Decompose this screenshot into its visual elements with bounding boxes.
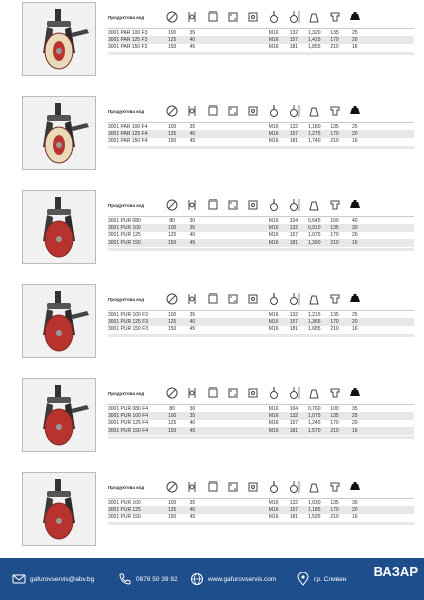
spec-cell: 40: [189, 37, 196, 44]
table-row: [108, 405, 414, 412]
spec-cell: 135: [330, 311, 339, 318]
footer-location: [296, 572, 346, 586]
spec-cell: 132: [289, 499, 299, 506]
table-row: [108, 427, 414, 434]
width-icon: [182, 291, 202, 307]
spec-cell: 40: [189, 420, 196, 427]
product-code-cell: 3001 PAR 100 F4: [108, 123, 148, 130]
spec-cell: 135: [330, 413, 339, 420]
diameter-icon: [162, 385, 182, 401]
product-photo: [22, 96, 96, 170]
width-icon: [182, 385, 202, 401]
spec-cell: 125: [167, 232, 177, 239]
spec-cell: 125: [167, 131, 177, 138]
spec-table-header: [108, 6, 414, 29]
spec-cell: 80: [169, 405, 175, 412]
spec-cell: 25: [352, 123, 358, 130]
spec-cell: 104: [289, 217, 299, 224]
spec-cell: 20: [352, 319, 358, 326]
spec-cell: M16: [268, 44, 279, 51]
spec-cell: 1,245: [307, 420, 321, 427]
spec-cell: M16: [268, 239, 279, 246]
load-capacity-icon: [345, 9, 365, 25]
weight-icon: [304, 103, 324, 119]
spec-cell: 135: [330, 225, 339, 232]
spec-cell: 157: [289, 37, 299, 44]
spec-cell: 20: [352, 232, 358, 239]
table-row: [108, 123, 414, 130]
spec-cell: 132: [289, 29, 299, 36]
spec-cell: 181: [289, 44, 299, 51]
spec-cell: M16: [268, 217, 279, 224]
spec-cell: 1,215: [307, 311, 321, 318]
spec-table-body: [108, 217, 414, 247]
product-code-cell: 3001 PUR 080: [108, 217, 141, 224]
offset-icon: [324, 385, 344, 401]
diameter-icon: [162, 197, 182, 213]
spec-cell: 181: [289, 138, 299, 145]
hole-diameter-icon: [243, 103, 263, 119]
spec-cell: M16: [268, 405, 279, 412]
spec-cell: 210: [330, 514, 339, 521]
table-row: [108, 318, 414, 325]
load-capacity-icon: [345, 479, 365, 495]
spec-cell: 1,570: [307, 427, 321, 434]
spec-cell: 16: [352, 427, 358, 434]
spec-cell: 40: [352, 217, 358, 224]
thread-icon: [263, 103, 283, 119]
footer-bar: [0, 558, 424, 600]
spec-cell: 1,185: [307, 507, 321, 514]
product-code-label: Продуктова код: [108, 390, 145, 396]
load-capacity-icon: [345, 291, 365, 307]
spec-cell: M16: [268, 413, 279, 420]
plate-size-icon: [203, 479, 223, 495]
table-row: [108, 412, 414, 419]
spec-cell: 35: [189, 29, 196, 36]
spec-cell: M16: [268, 420, 279, 427]
plate-size-icon: [203, 197, 223, 213]
spec-cell: 1,390: [307, 239, 321, 246]
table-row: [108, 29, 414, 36]
spec-cell: 210: [330, 239, 339, 246]
spec-cell: 150: [167, 44, 177, 51]
thread-icon: [263, 9, 283, 25]
spec-cell: 35: [189, 413, 196, 420]
spec-cell: 30: [189, 217, 196, 224]
table-row: [108, 224, 414, 231]
spec-cell: 132: [289, 123, 299, 130]
product-code-cell: 3001 PUR 150 F3: [108, 326, 149, 333]
caster-wheel-image: [23, 379, 95, 451]
spec-cell: 150: [167, 239, 177, 246]
spec-cell: M16: [268, 427, 279, 434]
spec-table: [108, 382, 414, 439]
spec-cell: 25: [352, 29, 358, 36]
footer-phone-text: 0878 50 39 82: [136, 575, 178, 583]
spec-cell: 35: [189, 499, 196, 506]
caster-wheel-image: [23, 3, 95, 75]
load-capacity-icon: [345, 103, 365, 119]
product-code-cell: 3001 PUR 150: [108, 514, 141, 521]
product-code-cell: 3001 PUR 080 F4: [108, 405, 149, 412]
spec-cell: M16: [268, 507, 279, 514]
spec-cell: 181: [289, 427, 299, 434]
hole-spacing-icon: [223, 385, 243, 401]
product-code-cell: 3001 PUR 125: [108, 232, 141, 239]
hole-spacing-icon: [223, 197, 243, 213]
table-spacer: [108, 146, 414, 149]
hole-spacing-icon: [223, 479, 243, 495]
spec-cell: 100: [167, 413, 177, 420]
spec-cell: 135: [330, 123, 339, 130]
spec-cell: 100: [330, 217, 339, 224]
spec-cell: M16: [268, 499, 279, 506]
hole-diameter-icon: [243, 385, 263, 401]
spec-cell: 0,645: [307, 217, 321, 224]
spec-cell: 45: [189, 514, 196, 521]
spec-cell: 157: [289, 507, 299, 514]
spec-cell: M16: [268, 123, 279, 130]
table-row: [108, 130, 414, 137]
spec-cell: 125: [167, 507, 177, 514]
spec-cell: 100: [330, 405, 339, 412]
spec-cell: 1,415: [307, 37, 321, 44]
spec-cell: 25: [352, 413, 358, 420]
caster-wheel-image: [23, 97, 95, 169]
spec-cell: 35: [352, 405, 358, 412]
product-code-cell: 3001 PAR 100 F3: [108, 29, 148, 36]
phone-icon: [118, 572, 132, 586]
spec-cell: M16: [268, 37, 279, 44]
product-code-label: Продуктова код: [108, 108, 145, 114]
product-code-label: Продуктова код: [108, 202, 145, 208]
spec-cell: 40: [189, 131, 196, 138]
spec-cell: 150: [167, 326, 177, 333]
spec-cell: 100: [167, 499, 177, 506]
spec-table-body: [108, 123, 414, 145]
spec-cell: 25: [352, 311, 358, 318]
spec-cell: 157: [289, 131, 299, 138]
hole-diameter-icon: [243, 291, 263, 307]
spec-cell: 0,760: [307, 405, 321, 412]
spec-cell: 35: [189, 225, 196, 232]
product-photo: [22, 2, 96, 76]
product-code-cell: 3001 PUR 100: [108, 225, 141, 232]
height-icon: [284, 9, 304, 25]
thread-icon: [263, 291, 283, 307]
spec-cell: 100: [167, 225, 177, 232]
location-pin-icon: [296, 572, 310, 586]
hole-spacing-icon: [223, 9, 243, 25]
hole-diameter-icon: [243, 9, 263, 25]
spec-table-header: [108, 288, 414, 311]
spec-cell: 100: [167, 29, 177, 36]
product-code-cell: 3001 PUR 100: [108, 499, 141, 506]
spec-cell: 210: [330, 326, 339, 333]
table-row: [108, 420, 414, 427]
spec-cell: 170: [330, 420, 339, 427]
spec-cell: 1,075: [307, 232, 321, 239]
weight-icon: [304, 479, 324, 495]
table-row: [108, 239, 414, 246]
width-icon: [182, 9, 202, 25]
spec-cell: 1,740: [307, 138, 321, 145]
diameter-icon: [162, 103, 182, 119]
product-photo: [22, 472, 96, 546]
spec-cell: 125: [167, 420, 177, 427]
spec-cell: 181: [289, 514, 299, 521]
table-row: [108, 499, 414, 506]
spec-cell: 45: [189, 239, 196, 246]
spec-cell: M16: [268, 138, 279, 145]
weight-icon: [304, 385, 324, 401]
table-spacer: [108, 52, 414, 55]
spec-table: [108, 100, 414, 149]
hole-spacing-icon: [223, 291, 243, 307]
offset-icon: [324, 291, 344, 307]
footer-website-text: www.gafurovservis.com: [208, 575, 277, 583]
table-spacer: [108, 248, 414, 251]
spec-cell: 125: [167, 37, 177, 44]
spec-table-body: [108, 311, 414, 333]
table-row: [108, 232, 414, 239]
thread-icon: [263, 479, 283, 495]
plate-size-icon: [203, 291, 223, 307]
width-icon: [182, 197, 202, 213]
spec-table: [108, 288, 414, 337]
table-spacer: [108, 436, 414, 439]
spec-cell: 170: [330, 131, 339, 138]
footer-website[interactable]: [190, 572, 276, 586]
spec-table-header: [108, 194, 414, 217]
table-row: [108, 326, 414, 333]
spec-cell: 1,595: [307, 514, 321, 521]
product-code-cell: 3001 PAR 150 F4: [108, 138, 148, 145]
offset-icon: [324, 479, 344, 495]
product-code-label: Продуктова код: [108, 296, 145, 302]
spec-cell: M16: [268, 514, 279, 521]
table-spacer: [108, 334, 414, 337]
spec-cell: 45: [189, 138, 196, 145]
load-capacity-icon: [345, 197, 365, 213]
spec-cell: 40: [189, 232, 196, 239]
height-icon: [284, 479, 304, 495]
spec-table: [108, 194, 414, 251]
table-row: [108, 311, 414, 318]
spec-cell: M16: [268, 225, 279, 232]
spec-cell: 1,320: [307, 29, 321, 36]
spec-cell: 1,030: [307, 499, 321, 506]
footer-email[interactable]: [12, 572, 94, 586]
weight-icon: [304, 9, 324, 25]
spec-cell: 125: [167, 319, 177, 326]
spec-cell: 157: [289, 319, 299, 326]
diameter-icon: [162, 9, 182, 25]
spec-table-body: [108, 499, 414, 521]
spec-cell: 100: [167, 311, 177, 318]
spec-cell: 16: [352, 326, 358, 333]
product-photo: [22, 378, 96, 452]
footer-phone[interactable]: [118, 572, 178, 586]
spec-cell: 210: [330, 138, 339, 145]
spec-cell: 157: [289, 232, 299, 239]
product-code-cell: 3001 PAR 125 F4: [108, 131, 148, 138]
spec-cell: 170: [330, 319, 339, 326]
spec-cell: 181: [289, 239, 299, 246]
spec-table-header: [108, 476, 414, 499]
spec-cell: 40: [189, 319, 196, 326]
spec-cell: 35: [189, 311, 196, 318]
spec-cell: M16: [268, 232, 279, 239]
spec-cell: 210: [330, 44, 339, 51]
thread-icon: [263, 197, 283, 213]
spec-cell: 20: [352, 507, 358, 514]
thread-icon: [263, 385, 283, 401]
load-capacity-icon: [345, 385, 365, 401]
spec-cell: 80: [169, 217, 175, 224]
spec-cell: 1,275: [307, 131, 321, 138]
spec-cell: 135: [330, 499, 339, 506]
spec-cell: 40: [189, 507, 196, 514]
table-row: [108, 138, 414, 145]
spec-cell: 16: [352, 514, 358, 521]
spec-table-body: [108, 405, 414, 435]
height-icon: [284, 103, 304, 119]
hole-diameter-icon: [243, 197, 263, 213]
product-code-label: Продуктова код: [108, 484, 145, 490]
spec-cell: 150: [167, 138, 177, 145]
spec-cell: 1,855: [307, 44, 321, 51]
spec-table-header: [108, 382, 414, 405]
offset-icon: [324, 197, 344, 213]
spec-cell: M16: [268, 131, 279, 138]
product-code-cell: 3001 PAR 125 F3: [108, 37, 148, 44]
spec-cell: 20: [352, 131, 358, 138]
height-icon: [284, 197, 304, 213]
table-row: [108, 36, 414, 43]
diameter-icon: [162, 291, 182, 307]
spec-cell: 16: [352, 138, 358, 145]
product-code-cell: 3001 PUR 100 F4: [108, 413, 149, 420]
caster-wheel-image: [23, 285, 95, 357]
product-code-cell: 3001 PUR 125 F3: [108, 319, 149, 326]
width-icon: [182, 103, 202, 119]
weight-icon: [304, 291, 324, 307]
plate-size-icon: [203, 385, 223, 401]
product-code-cell: 3001 PUR 100 F3: [108, 311, 149, 318]
weight-icon: [304, 197, 324, 213]
height-icon: [284, 385, 304, 401]
spec-cell: 1,075: [307, 413, 321, 420]
spec-cell: 20: [352, 37, 358, 44]
caster-wheel-image: [23, 473, 95, 545]
spec-cell: 35: [189, 123, 196, 130]
spec-cell: 132: [289, 225, 299, 232]
plate-size-icon: [203, 9, 223, 25]
width-icon: [182, 479, 202, 495]
offset-icon: [324, 103, 344, 119]
product-code-cell: 3001 PAR 150 F3: [108, 44, 148, 51]
spec-cell: 100: [167, 123, 177, 130]
spec-cell: 1,685: [307, 326, 321, 333]
hole-diameter-icon: [243, 479, 263, 495]
spec-cell: M16: [268, 29, 279, 36]
table-row: [108, 44, 414, 51]
spec-cell: 16: [352, 239, 358, 246]
spec-cell: M16: [268, 319, 279, 326]
product-photo: [22, 284, 96, 358]
spec-cell: 16: [352, 44, 358, 51]
spec-cell: 0,910: [307, 225, 321, 232]
spec-cell: 181: [289, 326, 299, 333]
spec-cell: 45: [189, 427, 196, 434]
spec-table-header: [108, 100, 414, 123]
footer-location-text: гр. Сливен: [314, 575, 347, 583]
brand-logo: ВАЗАР: [373, 564, 418, 579]
spec-cell: 150: [167, 514, 177, 521]
product-code-cell: 3001 PUR 125: [108, 507, 141, 514]
spec-cell: 45: [189, 44, 196, 51]
table-row: [108, 217, 414, 224]
spec-cell: 157: [289, 420, 299, 427]
spec-cell: 104: [289, 405, 299, 412]
spec-cell: M16: [268, 311, 279, 318]
offset-icon: [324, 9, 344, 25]
diameter-icon: [162, 479, 182, 495]
spec-cell: 135: [330, 29, 339, 36]
product-code-cell: 3001 PUR 150 F4: [108, 427, 149, 434]
table-spacer: [108, 522, 414, 525]
footer-email-text: gafurovservis@abv.bg: [30, 575, 95, 583]
email-icon: [12, 572, 26, 586]
spec-table-body: [108, 29, 414, 51]
spec-cell: 170: [330, 507, 339, 514]
table-row: [108, 506, 414, 513]
spec-table: [108, 6, 414, 55]
table-row: [108, 514, 414, 521]
spec-cell: M16: [268, 326, 279, 333]
spec-cell: 210: [330, 427, 339, 434]
spec-cell: 30: [189, 405, 196, 412]
spec-cell: 132: [289, 311, 299, 318]
spec-cell: 170: [330, 232, 339, 239]
spec-table: [108, 476, 414, 525]
spec-cell: 30: [352, 499, 358, 506]
spec-cell: 45: [189, 326, 196, 333]
product-code-cell: 3001 PUR 125 F4: [108, 420, 149, 427]
spec-cell: 20: [352, 420, 358, 427]
product-photo: [22, 190, 96, 264]
spec-cell: 30: [352, 225, 358, 232]
spec-cell: 132: [289, 413, 299, 420]
hole-spacing-icon: [223, 103, 243, 119]
globe-icon: [190, 572, 204, 586]
product-code-label: Продуктова код: [108, 14, 145, 20]
spec-cell: 1,365: [307, 319, 321, 326]
plate-size-icon: [203, 103, 223, 119]
height-icon: [284, 291, 304, 307]
spec-cell: 170: [330, 37, 339, 44]
product-code-cell: 3001 PUR 150: [108, 239, 141, 246]
spec-cell: 150: [167, 427, 177, 434]
caster-wheel-image: [23, 191, 95, 263]
spec-cell: 1,180: [307, 123, 321, 130]
